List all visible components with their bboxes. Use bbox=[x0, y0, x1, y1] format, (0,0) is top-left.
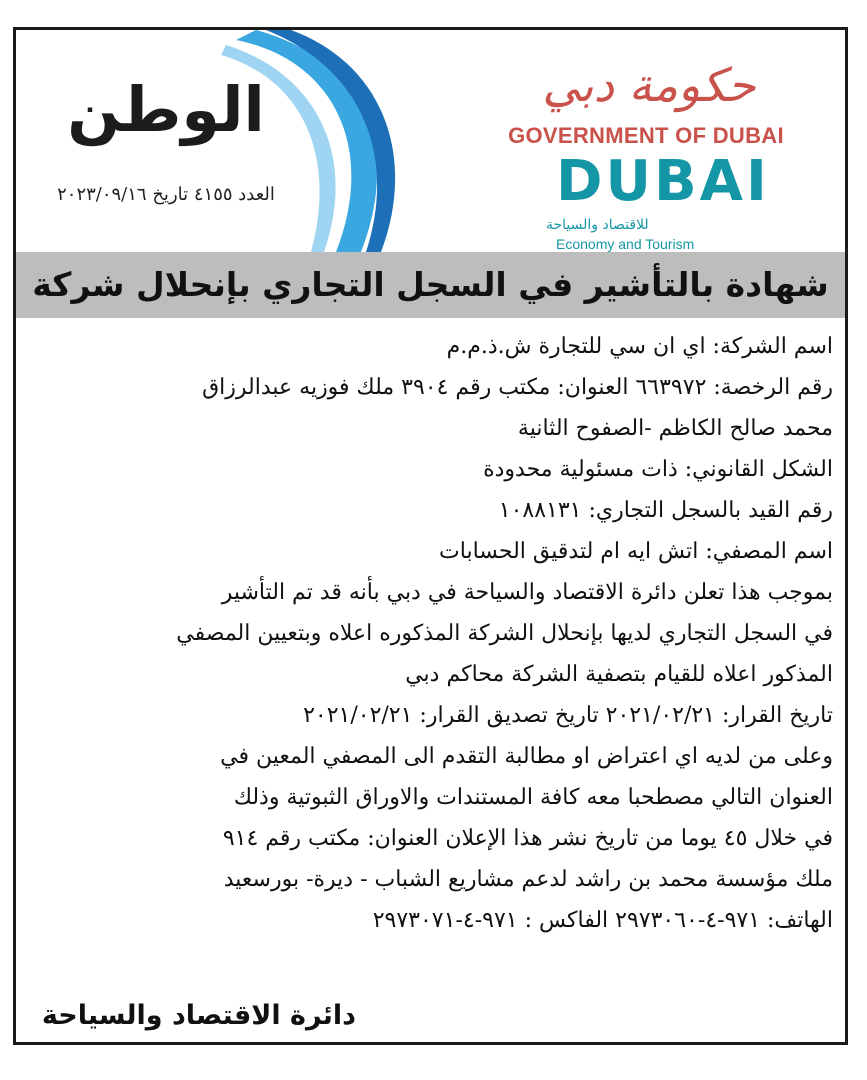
body-line: الهاتف: ٩٧١-٤-٢٩٧٣٠٦٠ الفاكس : ٩٧١-٤-٢٩٧٣٠٧١ bbox=[372, 908, 833, 933]
body-line: رقم القيد بالسجل التجاري: ١٠٨٨١٣١ bbox=[498, 498, 833, 523]
body-line: رقم الرخصة: ٦٦٣٩٧٢ العنوان: مكتب رقم ٣٩٠٤ ملك فوزيه عبدالرزاق bbox=[202, 375, 833, 400]
body-line: اسم المصفي: اتش ايه ام لتدقيق الحسابات bbox=[439, 539, 833, 564]
body-line: المذكور اعلاه للقيام بتصفية الشركة محاكم دبي bbox=[405, 662, 833, 687]
notice-headline: شهادة بالتأشير في السجل التجاري بإنحلال شركة bbox=[16, 252, 845, 318]
department-english-name: Economy and Tourism bbox=[556, 236, 695, 252]
body-line: في خلال ٤٥ يوما من تاريخ نشر هذا الإعلان العنوان: مكتب رقم ٩١٤ bbox=[222, 826, 833, 851]
body-line: محمد صالح الكاظم -الصفوح الثانية bbox=[517, 416, 833, 441]
notice-header bbox=[16, 30, 845, 252]
body-line: تاريخ القرار: ٢٠٢١/٠٢/٢١ تاريخ تصديق القرار: ٢٠٢١/٠٢/٢١ bbox=[303, 703, 833, 728]
dubai-logo-mark: DUBAI bbox=[556, 149, 770, 214]
newspaper-logo: الوطن bbox=[67, 73, 265, 146]
government-arabic-logo: حكومة دبي bbox=[542, 58, 756, 112]
body-line: الشكل القانوني: ذات مسئولية محدودة bbox=[483, 457, 833, 482]
notice-body bbox=[30, 326, 833, 990]
issue-line: العدد ٤١٥٥ تاريخ ٢٠٢٣/٠٩/١٦ bbox=[57, 184, 275, 205]
body-line: بموجب هذا تعلن دائرة الاقتصاد والسياحة في دبي بأنه قد تم التأشير bbox=[221, 580, 833, 605]
department-arabic-name: للاقتصاد والسياحة bbox=[546, 217, 649, 233]
notice-frame bbox=[13, 27, 848, 1045]
body-line: اسم الشركة: اي ان سي للتجارة ش.ذ.م.م bbox=[446, 334, 833, 359]
body-line: وعلى من لديه اي اعتراض او مطالبة التقدم الى المصفي المعين في bbox=[220, 744, 833, 769]
body-line: العنوان التالي مصطحبا معه كافة المستندات والاوراق الثبوتية وذلك bbox=[233, 785, 833, 810]
government-english-name: GOVERNMENT OF DUBAI bbox=[508, 123, 784, 148]
issuing-department-signature: دائرة الاقتصاد والسياحة bbox=[41, 1000, 356, 1031]
body-line: في السجل التجاري لديها بإنحلال الشركة المذكوره اعلاه وبتعيين المصفي bbox=[176, 621, 833, 646]
body-line: ملك مؤسسة محمد بن راشد لدعم مشاريع الشباب - ديرة- بورسعيد bbox=[223, 867, 833, 892]
